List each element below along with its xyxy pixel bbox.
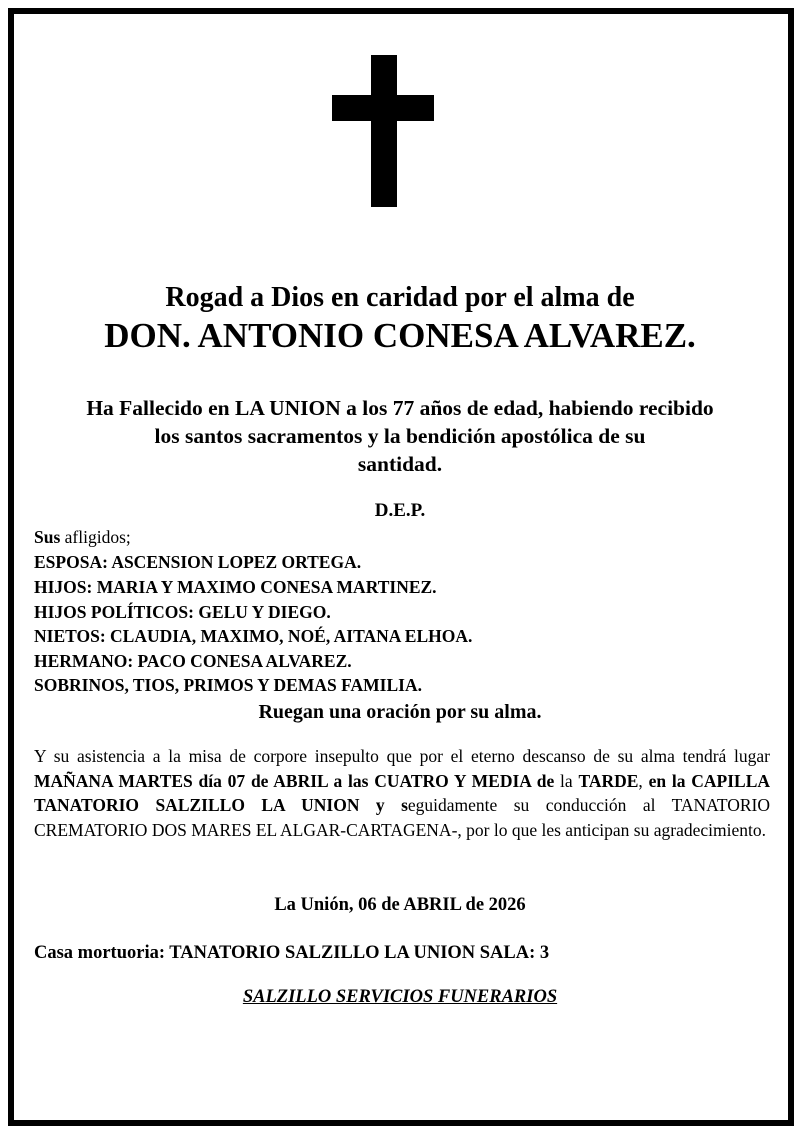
family-esposa — [34, 552, 361, 573]
mass-location-bold: en la CAPILLA TANATORIO SALZILLO LA UNION y s — [34, 770, 771, 815]
notice-date: La Unión, 06 de ABRIL de 2026 — [274, 895, 526, 915]
prayer-request: Ruegan una oración por su alma. — [258, 701, 542, 723]
death-announcement — [20, 394, 780, 478]
funeral-home — [20, 987, 780, 1008]
family-intro-bold: Sus — [34, 527, 61, 547]
family-intro — [34, 527, 131, 548]
family-nietos: NIETOS: CLAUDIA, MAXIMO, NOÉ, AITANA ELHOA. — [34, 626, 473, 646]
mass-text-1: Y su asistencia a la misa de corpore insepulto que por el eterno descanso de su alma tendrá lugar — [34, 746, 770, 766]
family-intro-rest: afligidos; — [60, 527, 131, 547]
family-hijos-politicos: HIJOS POLÍTICOS: GELU Y DIEGO. — [34, 602, 331, 622]
dep-label: D.E.P. — [374, 500, 426, 521]
mass-time-bold: MAÑANA MARTES día 07 de ABRIL a las CUATRO Y MEDIA de — [34, 770, 555, 791]
mass-text-2: la — [554, 770, 579, 791]
family-hijos: HIJOS: MARIA Y MAXIMO CONESA MARTINEZ. — [34, 577, 437, 597]
mass-text-4: eguidamente su conducción al TANATORIO CREMATORIO DOS MARES EL ALGAR-CARTAGENA-, por lo que les anticipan su agradecimiento. — [34, 795, 770, 840]
heading-prayer: Rogad a Dios en caridad por el alma de — [165, 282, 635, 313]
family-hermano: HERMANO: PACO CONESA ALVAREZ. — [34, 651, 352, 671]
mass-text-3: , — [638, 770, 649, 791]
cross-horizontal-bar — [332, 95, 434, 121]
announcement-line-2: los santos sacramentos y la bendición apostólica de su — [154, 424, 646, 448]
funeral-home-name: SALZILLO SERVICIOS FUNERARIOS — [242, 987, 558, 1007]
cross-vertical-bar — [371, 55, 397, 207]
mass-tarde-bold: TARDE — [578, 770, 639, 791]
mass-paragraph — [34, 744, 770, 842]
deceased-name: DON. ANTONIO CONESA ALVAREZ. — [104, 316, 696, 355]
casa-mortuoria: Casa mortuoria: TANATORIO SALZILLO LA UNION SALA: 3 — [34, 943, 550, 963]
announcement-line-3: santidad. — [357, 452, 443, 476]
family-sobrinos: SOBRINOS, TIOS, PRIMOS Y DEMAS FAMILIA. — [34, 675, 422, 695]
announcement-line-1: Ha Fallecido en LA UNION a los 77 años de edad, habiendo recibido — [86, 396, 714, 420]
esposa-value: : ASCENSION LOPEZ ORTEGA. — [102, 552, 362, 572]
esposa-label: ESPOSA — [34, 552, 103, 572]
